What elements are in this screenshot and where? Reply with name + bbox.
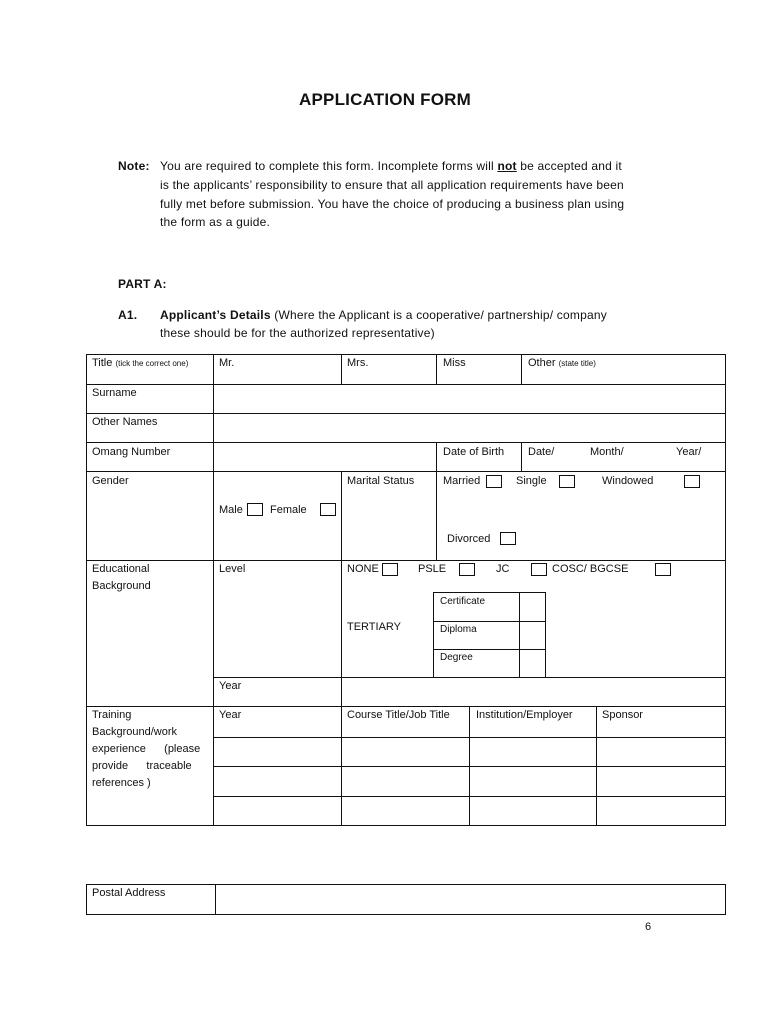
educational-label-line-1: Educational: [92, 563, 150, 575]
divorced-checkbox[interactable]: [500, 532, 516, 545]
sponsor-header: Sponsor: [602, 709, 643, 721]
male-checkbox[interactable]: [247, 503, 263, 516]
other-label: Other: [528, 357, 556, 369]
omang-number-input[interactable]: [214, 443, 436, 471]
training-label-line-5: references ): [92, 777, 151, 789]
other-names-input[interactable]: [214, 414, 725, 442]
note-text-post: be accepted and it: [520, 159, 622, 173]
other-names-label: Other Names: [92, 416, 158, 428]
education-year-label: Year: [219, 680, 242, 692]
title-label: Title: [92, 357, 113, 369]
tertiary-label: TERTIARY: [347, 621, 401, 633]
course-title-header: Course Title/Job Title: [347, 709, 450, 721]
a1-heading: Applicant’s Details: [160, 308, 271, 322]
training-label-line-4: provide traceable: [92, 760, 192, 772]
dob-label: Date of Birth: [443, 446, 505, 458]
dob-year-label: Year/: [676, 446, 702, 458]
married-label: Married: [443, 475, 481, 487]
cosc-label: COSC/ BGCSE: [552, 563, 629, 575]
level-label: Level: [219, 563, 246, 575]
gender-label: Gender: [92, 475, 129, 487]
certificate-tick-cell[interactable]: [520, 593, 545, 621]
education-year-input[interactable]: [342, 678, 725, 706]
dob-month-label: Month/: [590, 446, 624, 458]
female-checkbox[interactable]: [320, 503, 336, 516]
training-label-line-1: Training: [92, 709, 132, 721]
married-checkbox[interactable]: [486, 475, 502, 488]
none-checkbox[interactable]: [382, 563, 398, 576]
widowed-label: Windowed: [602, 475, 654, 487]
title-option-mr[interactable]: Mr.: [219, 357, 235, 369]
psle-label: PSLE: [418, 563, 447, 575]
title-row-label: [92, 357, 188, 369]
part-a-heading: PART A:: [118, 277, 167, 291]
diploma-label: Diploma: [440, 624, 477, 635]
divorced-label: Divorced: [447, 533, 491, 545]
single-checkbox[interactable]: [559, 475, 575, 488]
certificate-label: Certificate: [440, 596, 486, 607]
male-label: Male: [219, 504, 243, 516]
female-label: Female: [270, 504, 307, 516]
jc-checkbox[interactable]: [531, 563, 547, 576]
training-label-line-2: Background/work: [92, 726, 177, 738]
a1-line-2: these should be for the authorized representative): [160, 326, 435, 340]
jc-label: JC: [496, 563, 510, 575]
training-year-header: Year: [219, 709, 242, 721]
surname-label: Surname: [92, 387, 137, 399]
title-option-miss[interactable]: Miss: [443, 357, 466, 369]
page-number: 6: [645, 921, 652, 933]
degree-label: Degree: [440, 652, 473, 663]
postal-address-label: Postal Address: [92, 887, 166, 899]
title-option-mrs[interactable]: Mrs.: [347, 357, 369, 369]
degree-tick-cell[interactable]: [520, 650, 545, 677]
training-label-line-3: experience (please: [92, 743, 201, 755]
diploma-tick-cell[interactable]: [520, 622, 545, 649]
marital-status-label: Marital Status: [347, 475, 415, 487]
a1-number: A1.: [118, 308, 138, 322]
form-title: APPLICATION FORM: [299, 90, 471, 109]
note-label: Note:: [118, 159, 150, 173]
none-label: NONE: [347, 563, 379, 575]
note-line-4: the form as a guide.: [160, 215, 271, 229]
other-hint: (state title): [558, 359, 596, 368]
note-emphasis: not: [497, 159, 517, 173]
note-line-2: is the applicants’ responsibility to ensure that all application requirements have been: [160, 178, 624, 192]
widowed-checkbox[interactable]: [684, 475, 700, 488]
omang-label: Omang Number: [92, 446, 171, 458]
dob-date-label: Date/: [528, 446, 555, 458]
postal-address-input[interactable]: [216, 885, 725, 914]
institution-header: Institution/Employer: [476, 709, 573, 721]
note-line-3: fully met before submission. You have the choice of producing a business plan using: [160, 196, 625, 211]
note-text-pre: You are required to complete this form. Incomplete forms will: [160, 159, 494, 173]
single-label: Single: [516, 475, 547, 487]
title-option-other[interactable]: [528, 357, 596, 369]
a1-description: (Where the Applicant is a cooperative/ partnership/ company: [274, 308, 607, 322]
surname-input[interactable]: [214, 385, 725, 413]
cosc-checkbox[interactable]: [655, 563, 671, 576]
educational-label-line-2: Background: [92, 580, 151, 592]
title-hint: (tick the correct one): [115, 359, 189, 368]
psle-checkbox[interactable]: [459, 563, 475, 576]
